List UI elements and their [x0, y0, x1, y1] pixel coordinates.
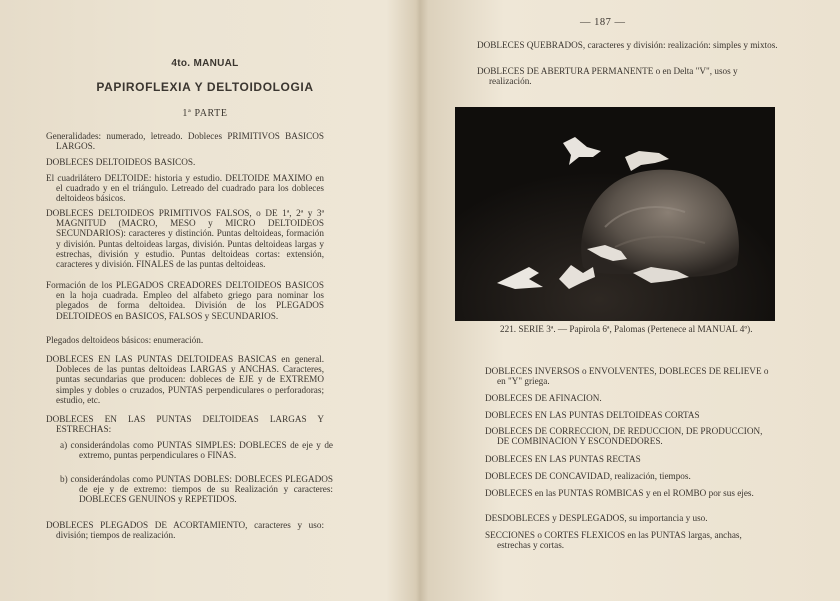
- photo-caption: 221. SERIE 3ª. — Papirola 6ª, Palomas (Pertenece al MANUAL 4º).: [500, 324, 753, 334]
- subitem-a: a) considerándolas como PUNTAS SIMPLES: DOBLECES de eje y de extremo, puntas perpendiculares o FINAS.: [60, 440, 333, 461]
- paragraph-primitivos-falsos: DOBLECES DELTOIDEOS PRIMITIVOS FALSOS, o DE 1ª, 2ª y 3ª MAGNITUD (MACRO, MESO y MICRO DELTOIDEOS SECUNDARIOS): caracteres y distinción. Puntas deltoideas, formación y división. Puntas deltoideas largas, división. Puntas deltoideas largas y estrechas, división y estudio. Puntas deltoideas cortas: extensión, caracteres y división. FINALES de las puntas deltoideas.: [46, 208, 324, 270]
- paragraph-concavidad: DOBLECES DE CONCAVIDAD, realización, tiempos.: [485, 471, 691, 481]
- paragraph-desdobleces: DESDOBLECES y DESPLEGADOS, su importancia y uso.: [485, 513, 708, 523]
- paragraph-puntas-rectas: DOBLECES EN LAS PUNTAS RECTAS: [485, 454, 641, 464]
- subitem-b: b) considerándolas como PUNTAS DOBLES: DOBLECES PLEGADOS de eje y de extremo: tiempos de su Realización y caracteres: DOBLECES GENUINOS y REPETIDOS.: [60, 474, 333, 505]
- paragraph-largas-estrechas: DOBLECES EN LAS PUNTAS DELTOIDEAS LARGAS Y ESTRECHAS:: [46, 414, 324, 435]
- paragraph-dobleces-deltoideos-basicos: DOBLECES DELTOIDEOS BASICOS.: [46, 157, 196, 167]
- paragraph-abertura-permanente: DOBLECES DE ABERTURA PERMANENTE o en Delta "V", usos y realización.: [477, 66, 738, 87]
- paragraph-quebrados: DOBLECES QUEBRADOS, caracteres y división: realización: simples y mixtos.: [477, 40, 778, 50]
- paragraph-cuadrilatero-deltoide: El cuadrilátero DELTOIDE: historia y estudio. DELTOIDE MAXIMO en el cuadrado y en el triángulo. Letreado del cuadrado para los dobleces deltoideos básicos.: [46, 173, 324, 204]
- page-title: PAPIROFLEXIA Y DELTOIDOLOGIA: [96, 80, 314, 94]
- left-page: [0, 0, 410, 601]
- paragraph-rombicas: DOBLECES en las PUNTAS ROMBICAS y en el ROMBO por sus ejes.: [485, 488, 754, 498]
- paragraph-plegados-creadores: Formación de los PLEGADOS CREADORES DELTOIDEOS BASICOS en la hoja cuadrada. Empleo del alfabeto griego para nominar los plegados de forma deltoidea. División de los PLEGADOS DELTOIDEOS en BASICOS, FALSOS y SECUNDARIOS.: [46, 280, 324, 321]
- manual-heading: 4to. MANUAL: [171, 58, 239, 69]
- paragraph-acortamiento: DOBLECES PLEGADOS DE ACORTAMIENTO, caracteres y uso: división; tiempos de realización.: [46, 520, 324, 541]
- part-heading: 1ª PARTE: [182, 108, 228, 119]
- origami-doves-illustration: [455, 107, 775, 321]
- paragraph-puntas-cortas: DOBLECES EN LAS PUNTAS DELTOIDEAS CORTAS: [485, 410, 700, 420]
- paragraph-inversos: DOBLECES INVERSOS o ENVOLVENTES, DOBLECES DE RELIEVE o en "Y" griega.: [485, 366, 769, 387]
- paragraph-afinacion: DOBLECES DE AFINACION.: [485, 393, 602, 403]
- paragraph-generalidades: Generalidades: numerado, letreado. Dobleces PRIMITIVOS BASICOS LARGOS.: [46, 131, 324, 152]
- page-number: — 187 —: [580, 17, 626, 28]
- paragraph-secciones: SECCIONES o CORTES FLEXICOS en las PUNTAS largas, anchas, estrechas y cortas.: [485, 530, 742, 551]
- paragraph-correccion: DOBLECES DE CORRECCION, DE REDUCCION, DE PRODUCCION, DE COMBINACION Y ESCONDEDORES.: [485, 426, 763, 447]
- paragraph-plegados-basicos: Plegados deltoideos básicos: enumeración.: [46, 335, 204, 345]
- origami-doves-photo: [455, 107, 775, 321]
- paragraph-puntas-basicas: DOBLECES EN LAS PUNTAS DELTOIDEAS BASICAS en general. Dobleces de las puntas deltoideas LARGAS y ANCHAS. Caracteres, puntas secundarias que producen: dobleces de EJE y de EXTREMO simples y dobles o cruzados, PUNTAS perpendiculares o perforadoras; estudio, etc.: [46, 354, 324, 405]
